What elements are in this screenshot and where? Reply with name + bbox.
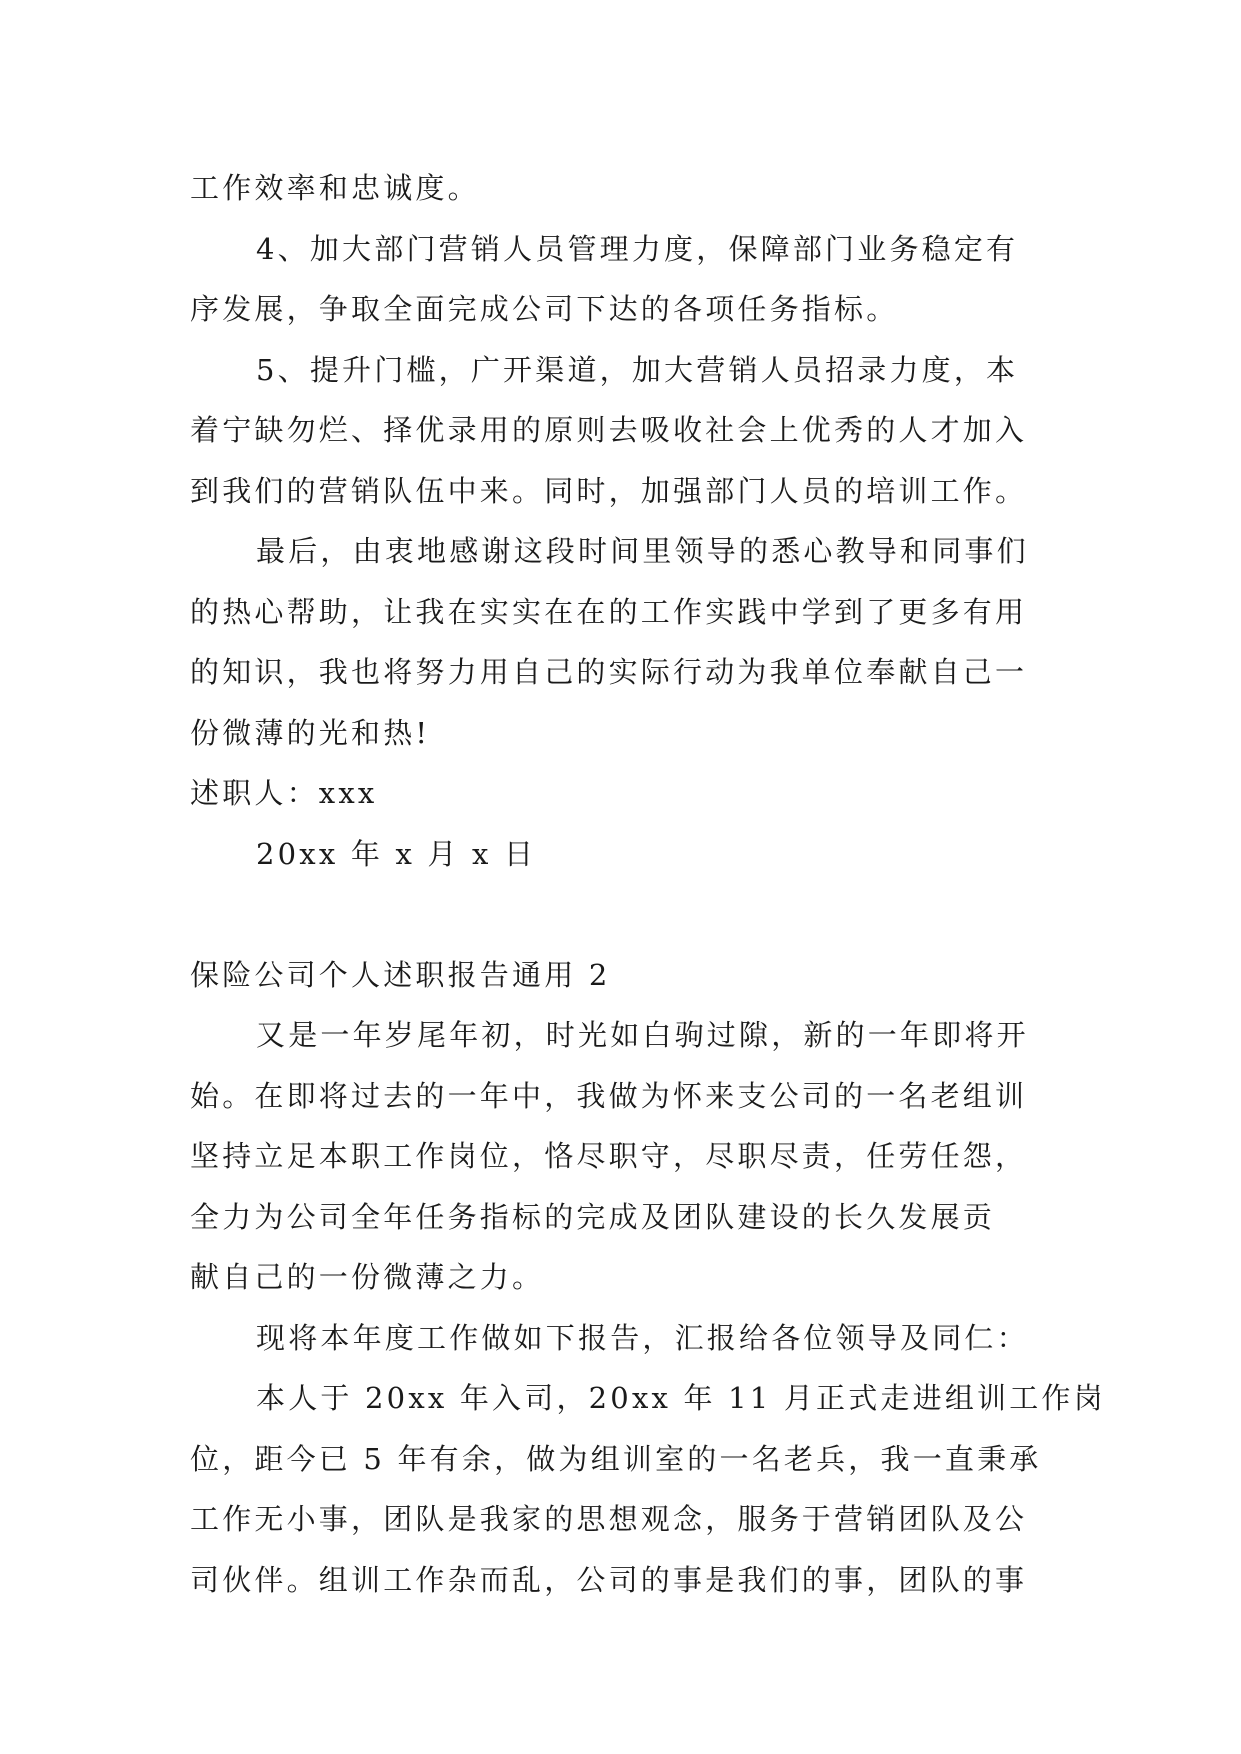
paragraph-line: 到我们的营销队伍中来。同时，加强部门人员的培训工作。	[190, 473, 1028, 508]
paragraph-line: 的热心帮助，让我在实实在在的工作实践中学到了更多有用	[190, 594, 1028, 629]
paragraph-line: 坚持立足本职工作岗位，恪尽职守，尽职尽责，任劳任怨，	[190, 1139, 1028, 1173]
paragraph-line: 始。在即将过去的一年中，我做为怀来支公司的一名老组训	[190, 1078, 1028, 1113]
paragraph-line: 着宁缺勿烂、择优录用的原则去吸收社会上优秀的人才加入	[190, 413, 1028, 447]
paragraph-line: 4、加大部门营销人员管理力度，保障部门业务稳定有	[256, 231, 1019, 266]
document-body	[190, 158, 1106, 1610]
paragraph-line: 献自己的一份微薄之力。	[190, 1260, 545, 1294]
paragraph-line: 工作效率和忠诚度。	[190, 171, 480, 205]
paragraph-line: 最后，由衷地感谢这段时间里领导的悉心教导和同事们	[256, 534, 1029, 568]
paragraph-line: 序发展，争取全面完成公司下达的各项任务指标。	[190, 292, 899, 326]
signature-line: 述职人：xxx	[190, 776, 378, 810]
section-title: 保险公司个人述职报告通用 2	[190, 957, 611, 992]
paragraph-line: 5、提升门槛，广开渠道，加大营销人员招录力度，本	[256, 352, 1019, 387]
paragraph-line: 的知识，我也将努力用自己的实际行动为我单位奉献自己一	[190, 655, 1028, 689]
paragraph-line: 本人于 20xx 年入司，20xx 年 11 月正式走进组训工作岗	[256, 1381, 1106, 1415]
paragraph-line: 位，距今已 5 年有余，做为组训室的一名老兵，我一直秉承	[190, 1441, 1042, 1476]
paragraph-line: 现将本年度工作做如下报告，汇报给各位领导及同仁：	[256, 1320, 1029, 1355]
paragraph-line: 工作无小事，团队是我家的思想观念，服务于营销团队及公	[190, 1502, 1028, 1536]
date-line: 20xx 年 x 月 x 日	[256, 836, 537, 871]
paragraph-line: 份微薄的光和热!	[190, 715, 431, 750]
paragraph-line: 又是一年岁尾年初，时光如白驹过隙，新的一年即将开	[256, 1018, 1029, 1052]
paragraph-line: 全力为公司全年任务指标的完成及团队建设的长久发展贡	[190, 1199, 996, 1234]
blank-line	[190, 884, 1070, 945]
paragraph-line: 司伙伴。组训工作杂而乱，公司的事是我们的事，团队的事	[190, 1562, 1028, 1597]
